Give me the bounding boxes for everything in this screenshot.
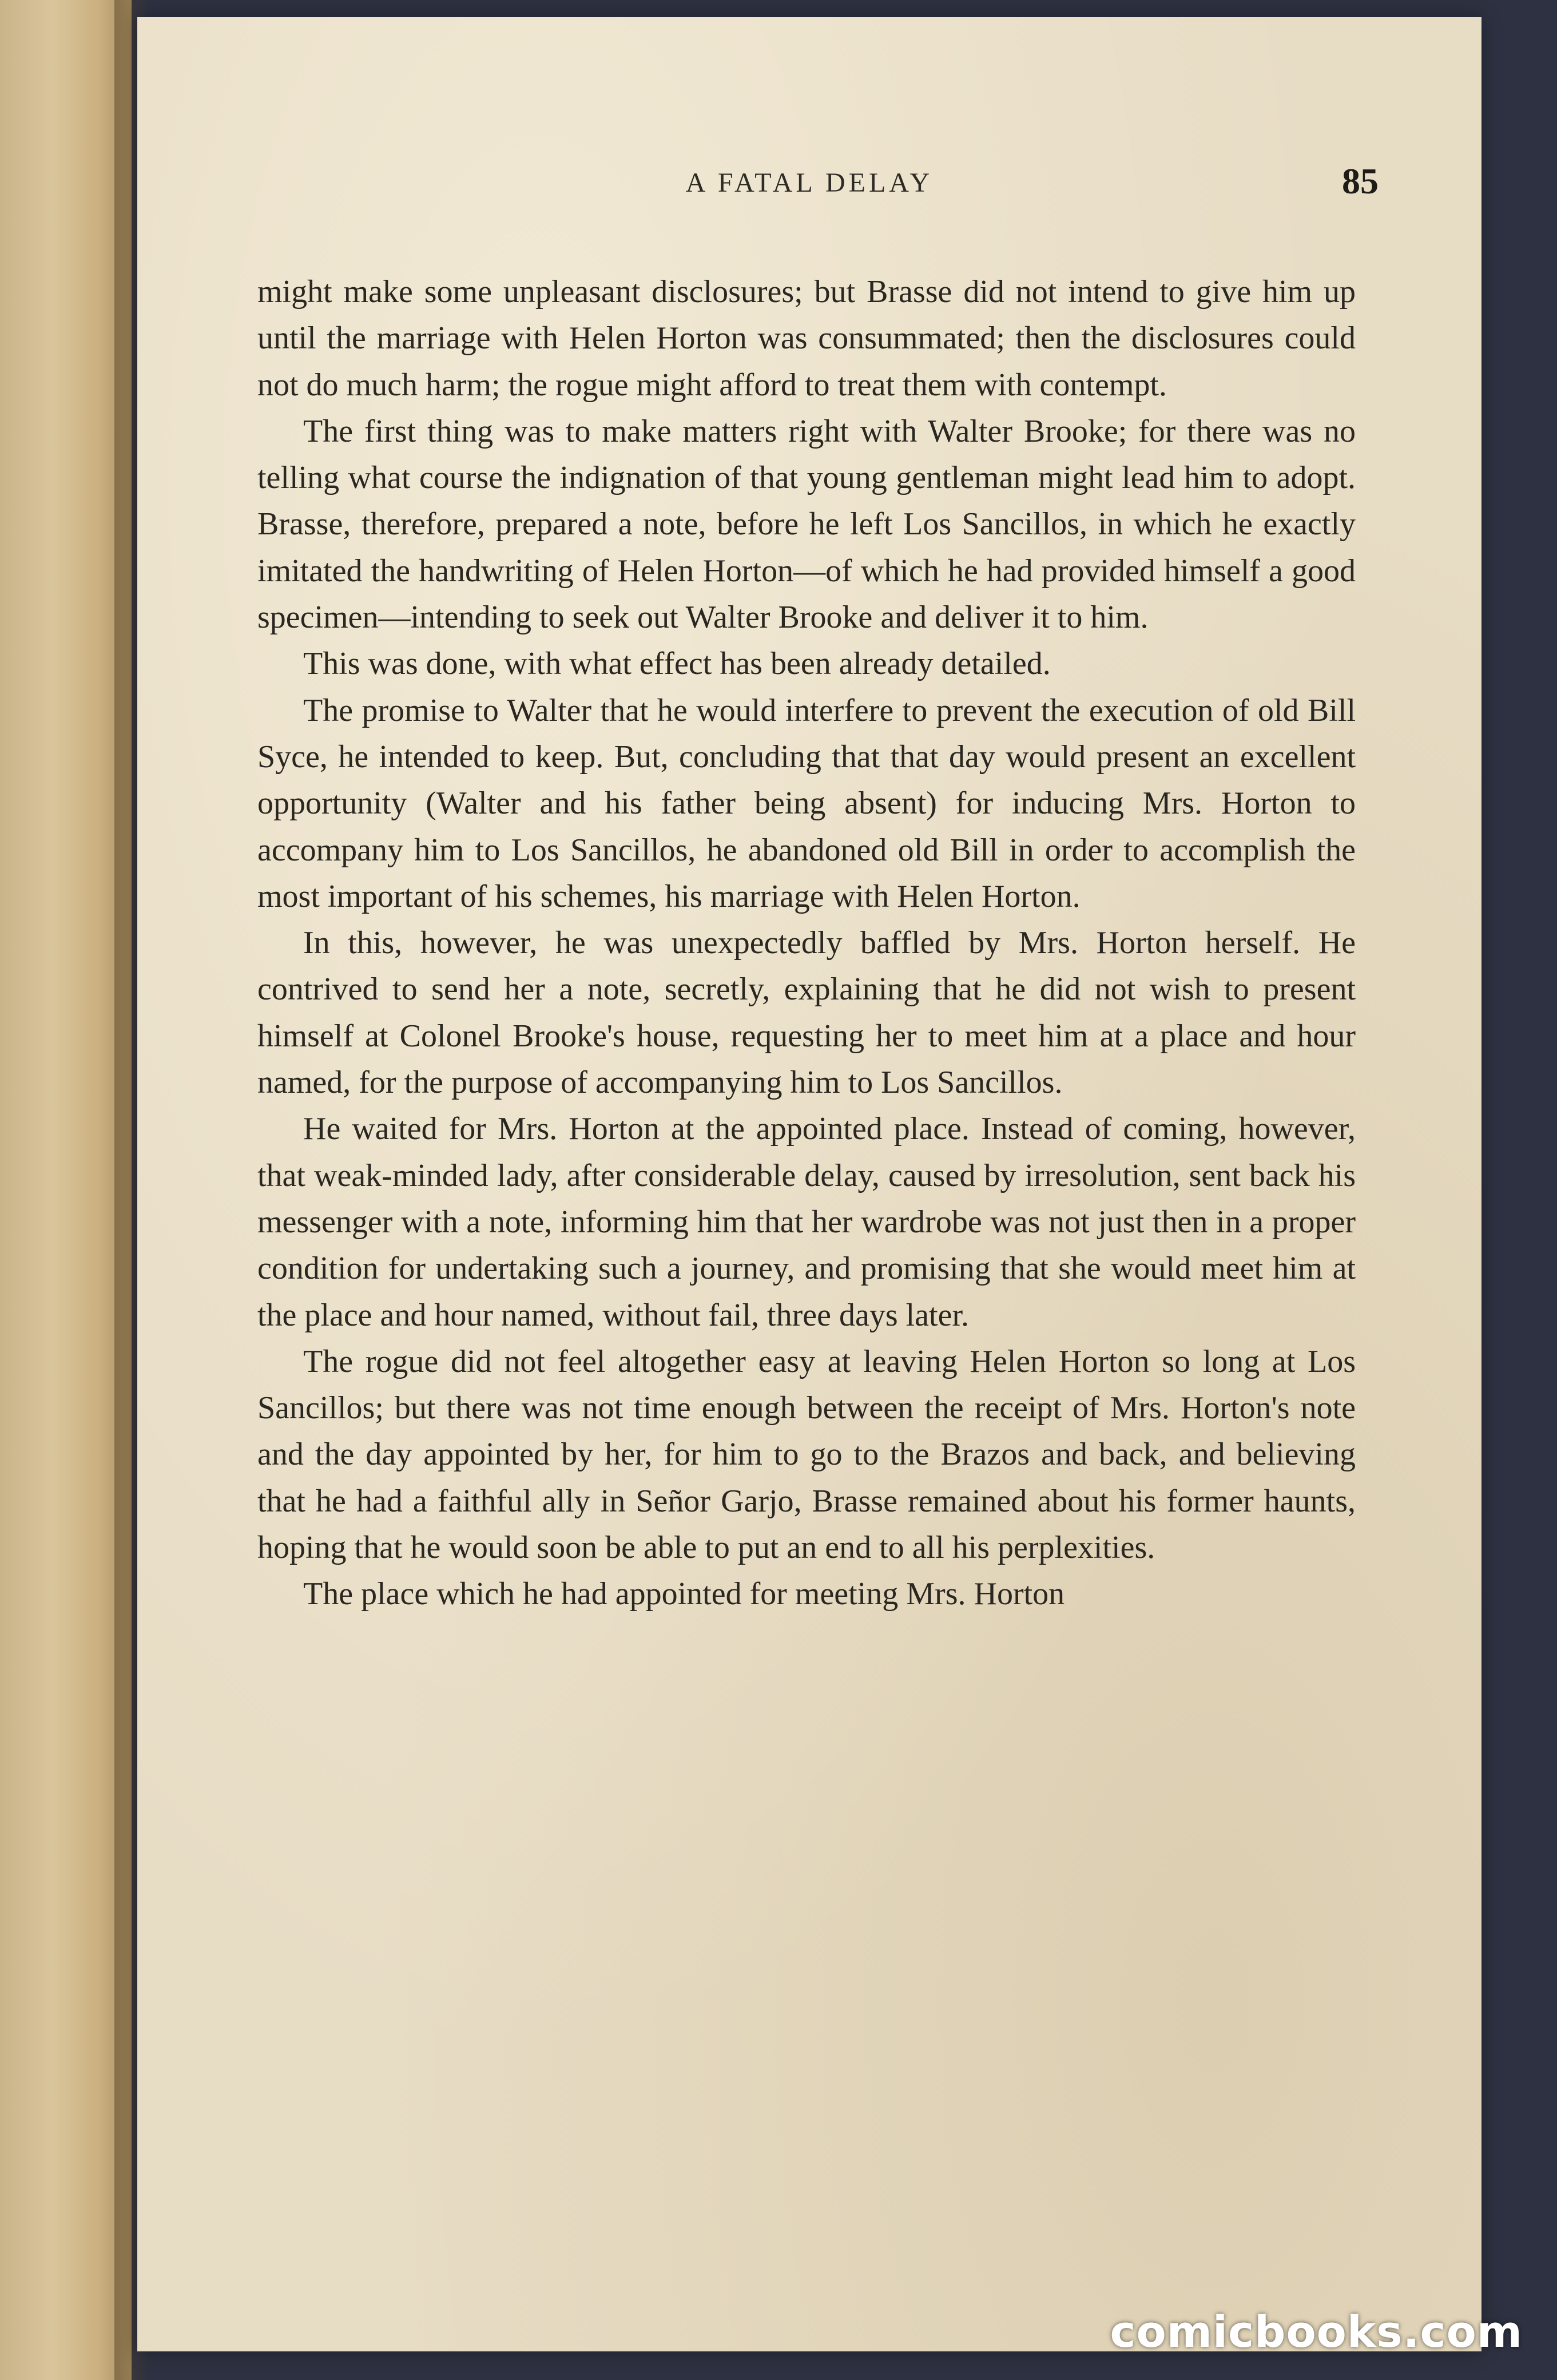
paragraph: The place which he had appointed for meeting Mrs. Horton	[303, 1576, 1065, 1612]
running-title: A FATAL DELAY	[685, 168, 934, 198]
paragraph: This was done, with what effect has been already detailed.	[303, 646, 1051, 682]
site-watermark: comicbooks.com	[1110, 2306, 1523, 2357]
facing-page-edge	[0, 0, 132, 2380]
paragraph: The first thing was to make matters right with Walter Brooke; for there was no telling what course the indignation of that young gentleman might lead him to adopt. Brasse, therefore, prepared a note, before he left Los Sancillos, in which he exactly imitated the handwriting of Helen Horton—of which he had provided himself a good specimen—intending to seek out Walter Brooke and deliver it to him.	[257, 413, 1356, 636]
page-number: 85	[1342, 161, 1379, 201]
paragraph: The promise to Walter that he would interfere to prevent the execution of old Bill Syce, he intended to keep. But, concluding that that day would present an excellent opportunity (Walter and his father being absent) for inducing Mrs. Horton to accompany him to Los Sancillos, he abandoned old Bill in order to accomplish the most important of his schemes, his marriage with Helen Horton.	[257, 692, 1356, 914]
paragraph: The rogue did not feel altogether easy at leaving Helen Horton so long at Los Sancillos; but there was not time enough between the receipt of Mrs. Horton's note and the day appointed by her, for him to go to the Brazos and back, and believing that he had a faithful ally in Señor Garjo, Brasse remained about his former haunts, hoping that he would soon be able to put an end to all his perplexities.	[257, 1343, 1356, 1566]
body-text	[257, 269, 1356, 1618]
paragraph: might make some unpleasant disclosures; but Brasse did not intend to give him up until the marriage with Helen Horton was consummated; then the disclosures could not do much harm; the rogue might afford to treat them with contempt.	[257, 274, 1356, 403]
paragraph: He waited for Mrs. Horton at the appointed place. Instead of coming, however, that weak-minded lady, after considerable delay, caused by irresolution, sent back his messenger with a note, informing him that her wardrobe was not just then in a proper condition for undertaking such a journey, and promising that she would meet him at the place and hour named, without fail, three days later.	[257, 1111, 1356, 1333]
book-page	[137, 17, 1481, 2351]
paragraph: In this, however, he was unexpectedly baffled by Mrs. Horton herself. He contrived to send her a note, secretly, explaining that he did not wish to present himself at Colonel Brooke's house, requesting her to meet him at a place and hour named, for the purpose of accompanying him to Los Sancillos.	[257, 925, 1356, 1101]
